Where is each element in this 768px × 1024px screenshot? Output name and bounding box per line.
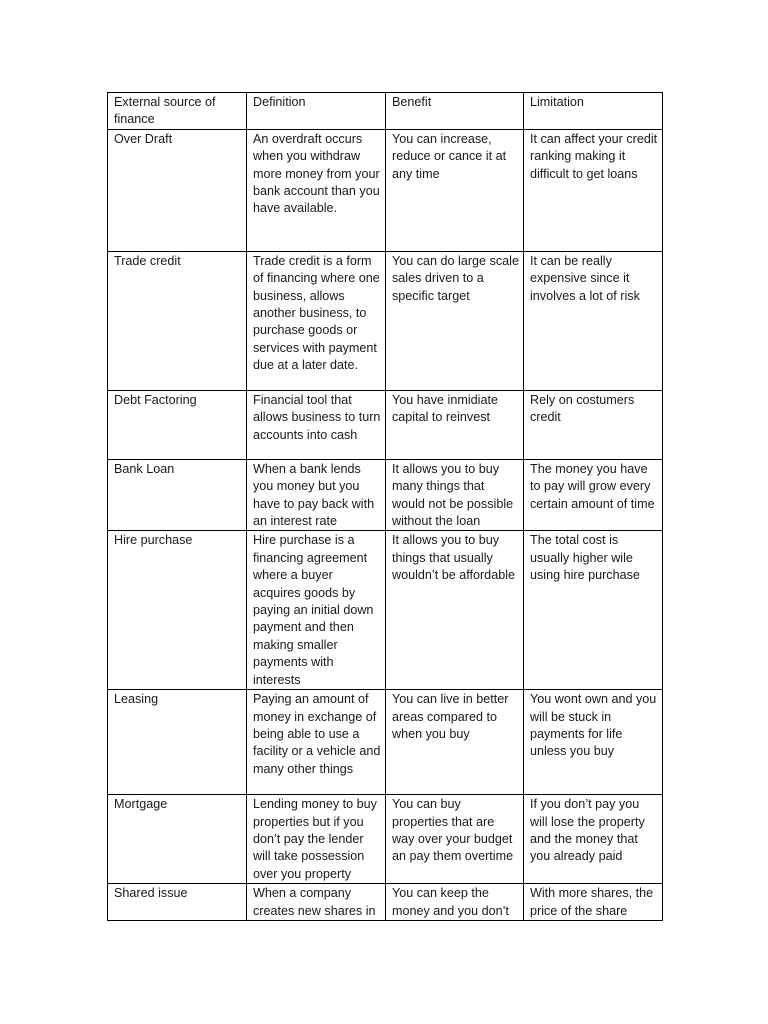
cell-source [108,795,247,884]
cell-limitation [524,884,663,921]
limitation-text: It can affect your credit ranking making it difficult to get loans [530,131,658,181]
header-cell-benefit [386,93,524,130]
cell-benefit [386,251,524,390]
cell-source [108,884,247,921]
table-row [108,459,663,531]
limitation-text: You wont own and you will be stuck in payments for life unless you buy [530,692,657,759]
cell-limitation [524,795,663,884]
definition-text: Paying an amount of money in exchange of being able to use a facility or a vehicle and many other things [253,692,381,776]
limitation-text: If you don’t pay you will lose the property and the money that you already paid [530,797,645,864]
source-text: Leasing [114,692,159,707]
source-text: Hire purchase [114,533,193,548]
table-row [108,129,663,251]
source-text: Trade credit [114,253,181,268]
source-text: Mortgage [114,797,168,812]
definition-text: An overdraft occurs when you withdraw more money from your bank account than you have available. [253,131,380,216]
cell-benefit [386,884,524,921]
header-limitation-label: Limitation [530,95,584,109]
table-header-row [108,93,663,130]
source-text: Debt Factoring [114,392,197,407]
table-row [108,690,663,795]
cell-definition [247,251,386,390]
benefit-text: You can live in better areas compared to when you buy [392,692,509,741]
definition-text: Hire purchase is a financing agreement where a buyer acquires goods by paying an initial down payment and then making smaller payments with interests [253,533,374,687]
table-row [108,251,663,390]
cell-source [108,129,247,251]
limitation-text: It can be really expensive since it involves a lot of risk [530,253,640,303]
cell-definition [247,884,386,921]
limitation-text: With more shares, the price of the share [530,886,654,918]
finance-sources-table [107,92,663,921]
header-cell-source [108,93,247,130]
benefit-text: It allows you to buy things that usually wouldn’t be affordable [392,533,515,583]
cell-definition [247,390,386,459]
benefit-text: You can increase, reduce or cance it at any time [392,131,507,181]
table-row [108,884,663,921]
cell-source [108,390,247,459]
cell-limitation [524,459,663,531]
source-text: Shared issue [114,886,188,901]
source-text: Bank Loan [114,461,175,476]
cell-limitation [524,129,663,251]
cell-source [108,251,247,390]
cell-limitation [524,251,663,390]
cell-limitation [524,390,663,459]
cell-source [108,459,247,531]
table-row [108,390,663,459]
header-source-label: External source of finance [114,95,216,127]
header-cell-limitation [524,93,663,130]
cell-benefit [386,690,524,795]
cell-limitation [524,690,663,795]
benefit-text: You have inmidiate capital to reinvest [392,392,498,425]
table-row [108,795,663,884]
cell-benefit [386,129,524,251]
header-definition-label: Definition [253,95,306,109]
cell-source [108,531,247,690]
cell-definition [247,129,386,251]
cell-definition [247,690,386,795]
benefit-text: It allows you to buy many things that would not be possible without the loan [392,461,514,529]
cell-definition [247,795,386,884]
cell-benefit [386,795,524,884]
cell-benefit [386,459,524,531]
header-cell-definition [247,93,386,130]
cell-benefit [386,531,524,690]
limitation-text: The total cost is usually higher wile using hire purchase [530,533,640,583]
header-benefit-label: Benefit [392,95,432,109]
benefit-text: You can buy properties that are way over your budget an pay them overtime [392,797,514,864]
limitation-text: The money you have to pay will grow every certain amount of time [530,461,655,511]
cell-benefit [386,390,524,459]
cell-definition [247,459,386,531]
source-text: Over Draft [114,131,173,146]
benefit-text: You can do large scale sales driven to a specific target [392,253,519,303]
definition-text: When a bank lends you money but you have to pay back with an interest rate [253,461,375,529]
table-row [108,531,663,690]
limitation-text: Rely on costumers credit [530,392,635,425]
definition-text: When a company creates new shares in [253,886,376,918]
cell-definition [247,531,386,690]
definition-text: Lending money to buy properties but if you don’t pay the lender will take possession over you property [253,797,377,881]
definition-text: Financial tool that allows business to turn accounts into cash [253,392,381,442]
cell-source [108,690,247,795]
cell-limitation [524,531,663,690]
benefit-text: You can keep the money and you don’t [392,886,509,918]
definition-text: Trade credit is a form of financing where one business, allows another business, to purchase goods or services with payment due at a later date. [253,253,380,373]
